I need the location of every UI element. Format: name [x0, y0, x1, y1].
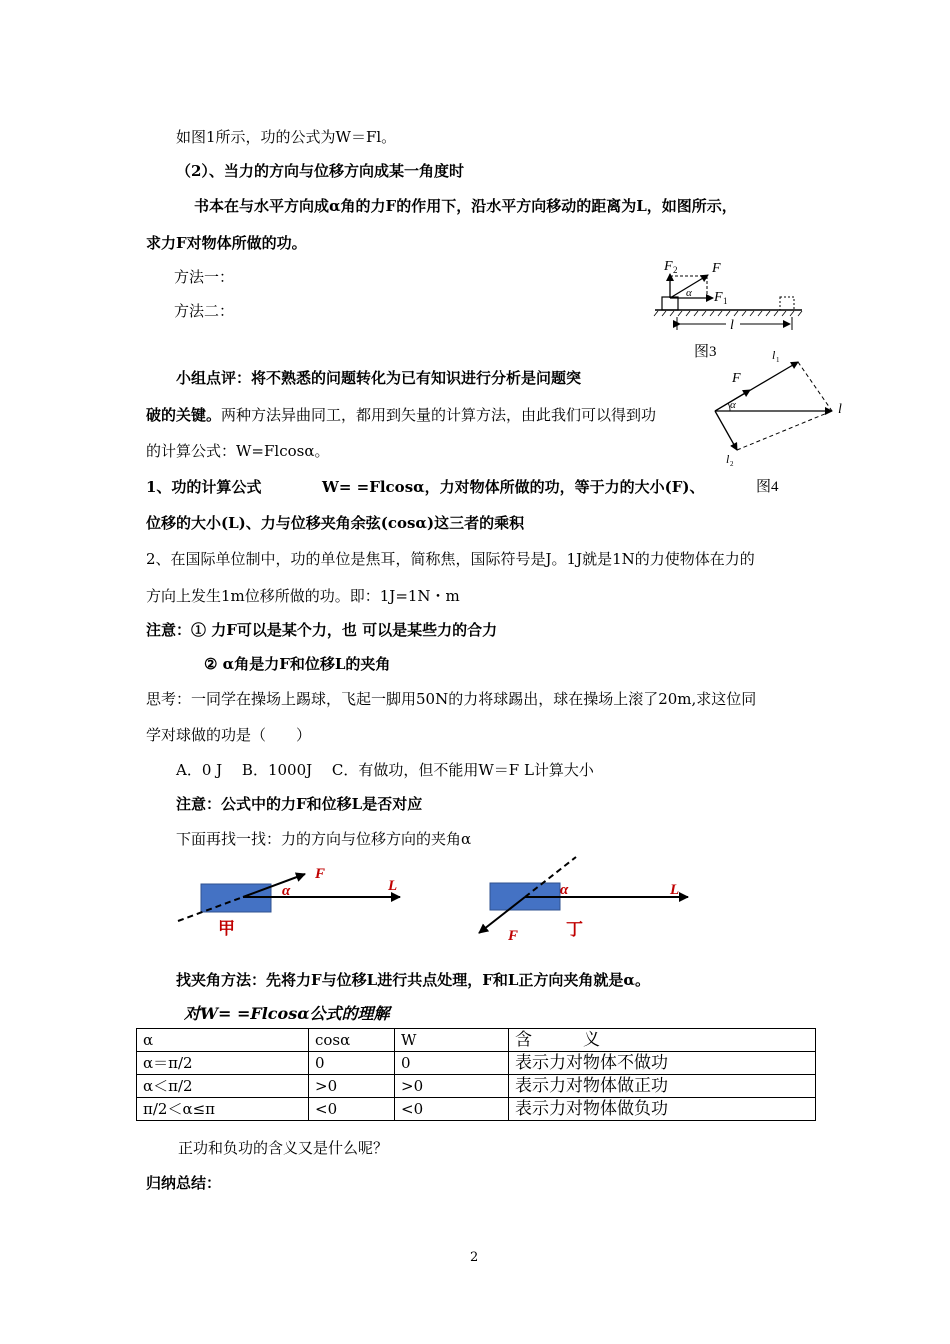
method-one-label: 方法一： — [174, 268, 235, 286]
note-text: ② α角是力F和位移L的夹角 — [204, 655, 391, 673]
label-alpha: α — [686, 287, 692, 299]
note-text: 注意：① 力F可以是某个力，也 可以是某些力的合力 — [146, 621, 498, 639]
label-l1: l — [772, 348, 776, 362]
label-alpha: α — [282, 883, 291, 899]
section-heading: （2）、当力的方向与位移方向成某一角度时 — [176, 162, 464, 180]
method-two-label: 方法二： — [174, 302, 235, 320]
thinking-text: 思考：一同学在操场上踢球，飞起一脚用50N的力将球踢出，球在操场上滚了20m,求这位同 — [146, 690, 757, 708]
svg-text:2: 2 — [730, 460, 734, 468]
label-F1: F — [714, 290, 723, 305]
page-number: 2 — [470, 1250, 479, 1265]
question-text: 正功和负功的含义又是什么呢？ — [178, 1139, 389, 1157]
table-cell: <0 — [395, 1098, 509, 1121]
label-l: l — [838, 402, 842, 417]
figure-4-caption: 图4 — [756, 479, 779, 495]
svg-text:1: 1 — [776, 356, 780, 364]
table-title: 对W= =Flcosα公式的理解 — [184, 1004, 390, 1023]
label-F: F — [732, 371, 741, 386]
table-cell: 表示力对物体不做功 — [509, 1052, 816, 1075]
table-header-cell: α — [137, 1029, 309, 1052]
label-F: F — [508, 928, 519, 944]
label-ding: 丁 — [566, 920, 583, 939]
table-cell: 0 — [395, 1052, 509, 1075]
label-l2: l — [726, 452, 730, 466]
label-alpha: α — [560, 882, 569, 898]
problem-text: 书本在与水平方向成α角的力F的作用下，沿水平方向移动的距离为L，如图所示， — [194, 197, 737, 215]
thinking-text: 学对球做的功是（ ） — [146, 726, 312, 744]
figure-3-caption: 图3 — [694, 344, 717, 360]
table-cell: 表示力对物体做负功 — [509, 1098, 816, 1121]
ground-hatch — [654, 311, 802, 316]
label-F2: F — [664, 259, 673, 274]
label-alpha: α — [730, 399, 736, 411]
table-row — [137, 1098, 816, 1121]
table-row — [137, 1052, 816, 1075]
text-line: 如图1所示，功的公式为W＝Fl。 — [176, 128, 397, 146]
unit-text: 方向上发生1m位移所做的功。即：1J=1N・m — [146, 587, 460, 605]
label-L: L — [388, 878, 398, 894]
table-cell: 表示力对物体做正功 — [509, 1075, 816, 1098]
angle-diagram-left — [170, 860, 430, 940]
table-header-cell: W — [395, 1029, 509, 1052]
table-header-row — [137, 1029, 816, 1052]
vector-l2 — [715, 411, 737, 450]
method-text: 找夹角方法：先将力F与位移L进行共点处理，F和L正方向夹角就是α。 — [176, 971, 650, 989]
table-row — [137, 1075, 816, 1098]
table-cell: 0 — [309, 1052, 395, 1075]
table-cell: α＝π/2 — [137, 1052, 309, 1075]
svg-text:1: 1 — [723, 296, 728, 306]
table-cell: π/2＜α≤π — [137, 1098, 309, 1121]
review-text: 破的关键。两种方法异曲同工，都用到矢量的计算方法，由此我们可以得到功 — [146, 406, 657, 424]
summary-label: 归纳总结： — [146, 1174, 222, 1192]
prompt-text: 下面再找一找：力的方向与位移方向的夹角α — [176, 830, 472, 848]
table-cell: >0 — [395, 1075, 509, 1098]
review-text: 的计算公式：W=Flcosα。 — [146, 442, 330, 460]
figure-4 — [700, 345, 860, 500]
block-dashed — [780, 297, 794, 310]
table-cell: >0 — [309, 1075, 395, 1098]
label-F: F — [315, 866, 326, 882]
svg-text:2: 2 — [673, 265, 678, 275]
review-text: 小组点评：将不熟悉的问题转化为已有知识进行分析是问题突 — [176, 369, 582, 387]
table-cell: α＜π/2 — [137, 1075, 309, 1098]
answer-options: A．0 J B．1000J C．有做功，但不能用W＝F L计算大小 — [176, 761, 594, 779]
label-F: F — [712, 261, 721, 276]
formula-text: W= =Flcosα，力对物体所做的功，等于力的大小(F)、 — [322, 478, 705, 496]
work-table — [136, 1028, 816, 1121]
unit-text: 2、在国际单位制中，功的单位是焦耳，简称焦，国际符号是J。1J就是1N的力使物体在力的 — [146, 550, 755, 568]
note-text: 注意：公式中的力F和位移L是否对应 — [176, 795, 423, 813]
table-header-cell: cosα — [309, 1029, 395, 1052]
block — [662, 297, 678, 310]
label-l: l — [730, 318, 734, 333]
table-header-cell: 含 义 — [509, 1029, 816, 1052]
formula-title: 1、功的计算公式 — [146, 478, 262, 496]
angle-diagram-right — [470, 852, 710, 947]
problem-text: 求力F对物体所做的功。 — [146, 234, 307, 252]
table-cell: <0 — [309, 1098, 395, 1121]
formula-text: 位移的大小(L)、力与位移夹角余弦(cosα)这三者的乘积 — [146, 514, 525, 532]
label-L: L — [670, 882, 680, 898]
label-jia: 甲 — [218, 919, 235, 938]
